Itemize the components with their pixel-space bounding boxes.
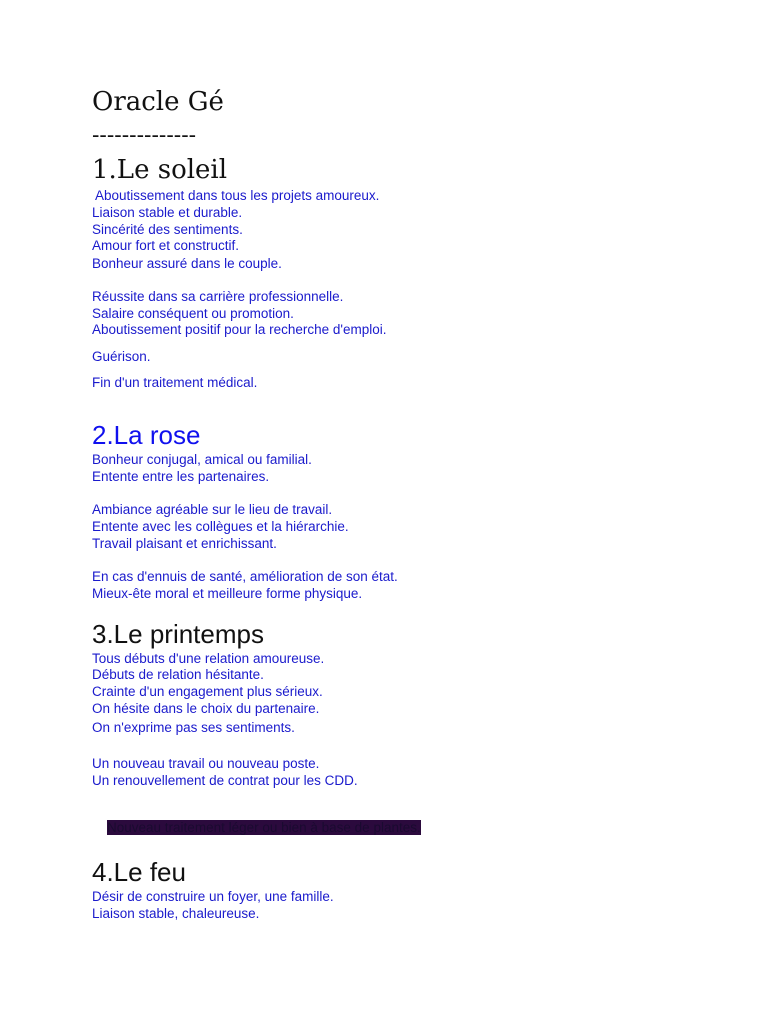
list-item: Réussite dans sa carrière professionnelle. — [92, 289, 344, 304]
list-item: Entente entre les partenaires. — [92, 469, 270, 484]
list-item: On hésite dans le choix du partenaire. — [92, 701, 320, 716]
section-heading-le-feu: 4.Le feu — [92, 857, 186, 887]
highlighted-text: Nouveau traitement léger ou bien à base de plantes. — [107, 820, 421, 835]
list-item: Sincérité des sentiments. — [92, 222, 243, 237]
document-title: Oracle Gé — [92, 87, 224, 117]
list-item: Désir de construire un foyer, une famille. — [92, 889, 334, 904]
highlighted-line — [92, 804, 421, 852]
list-item: Aboutissement positif pour la recherche d'emploi. — [92, 322, 387, 337]
list-item: Tous débuts d'une relation amoureuse. — [92, 651, 325, 666]
list-item: On n'exprime pas ses sentiments. — [92, 720, 295, 735]
list-item: Liaison stable et durable. — [92, 205, 243, 220]
list-item: Crainte d'un engagement plus sérieux. — [92, 684, 323, 699]
list-item: Amour fort et constructif. — [92, 238, 240, 253]
list-item: Ambiance agréable sur le lieu de travail. — [92, 502, 333, 517]
list-item: Fin d'un traitement médical. — [92, 375, 258, 390]
section-heading-la-rose: 2.La rose — [92, 420, 201, 450]
list-item: Débuts de relation hésitante. — [92, 667, 264, 682]
title-separator: -------------- — [92, 123, 197, 148]
list-item: En cas d'ennuis de santé, amélioration de son état. — [92, 569, 398, 584]
list-item: Un nouveau travail ou nouveau poste. — [92, 756, 320, 771]
list-item: Mieux-ête moral et meilleure forme physique. — [92, 586, 363, 601]
list-item: Un renouvellement de contrat pour les CDD. — [92, 773, 358, 788]
list-item: Bonheur assuré dans le couple. — [92, 256, 282, 271]
section-heading-le-soleil: 1.Le soleil — [92, 155, 228, 185]
list-item: Liaison stable, chaleureuse. — [92, 906, 260, 921]
list-item: Entente avec les collègues et la hiérarchie. — [92, 519, 349, 534]
list-item: Guérison. — [92, 349, 151, 364]
list-item: Aboutissement dans tous les projets amoureux. — [92, 188, 380, 203]
list-item: Bonheur conjugal, amical ou familial. — [92, 452, 312, 467]
list-item: Travail plaisant et enrichissant. — [92, 536, 277, 551]
section-heading-le-printemps: 3.Le printemps — [92, 619, 264, 649]
list-item: Salaire conséquent ou promotion. — [92, 306, 294, 321]
